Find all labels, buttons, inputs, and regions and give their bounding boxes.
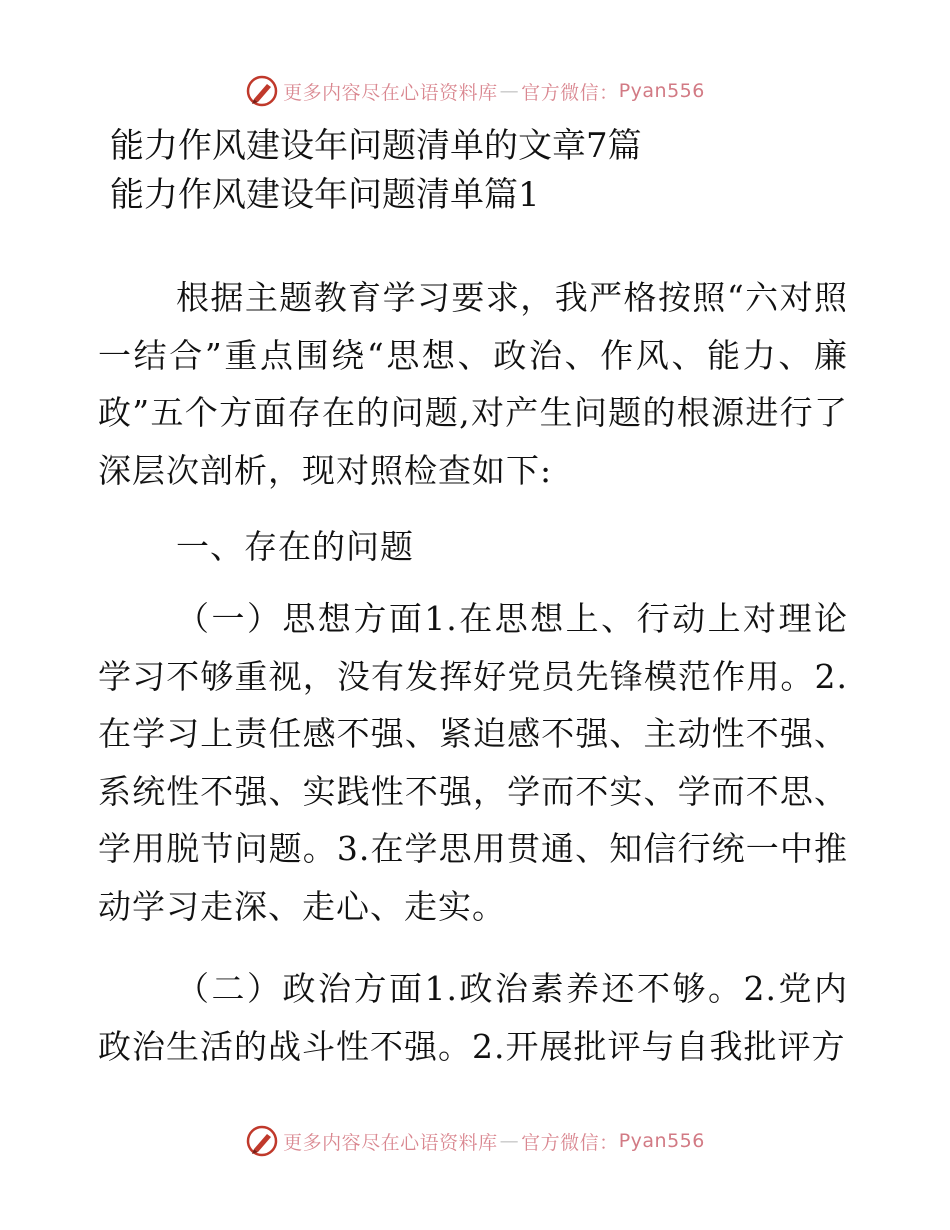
- paragraph-ideology: （一）思想方面1.在思想上、行动上对理论学习不够重视，没有发挥好党员先锋模范作用。2.在学习上责任感不强、紧迫感不强、主动性不强、系统性不强、实践性不强，学而不实、学而不思、学用脱节问题。3.在学思用贯通、知信行统一中推动学习走深、走心、走实。: [98, 599, 848, 926]
- watermark-contact: 官方微信：: [521, 81, 619, 104]
- watermark-separator: —: [499, 80, 520, 102]
- watermark-handle: Pyan556: [618, 80, 705, 102]
- paragraph-heading-problems: 一、存在的问题: [176, 527, 414, 566]
- paragraph-politics: （二）政治方面1.政治素养还不够。2.党内政治生活的战斗性不强。2.开展批评与自我批评方: [98, 969, 848, 1066]
- paragraph-intro: 根据主题教育学习要求，我严格按照“六对照一结合”重点围绕“思想、政治、作风、能力、廉政”五个方面存在的问题,对产生问题的根源进行了深层次剖析，现对照检查如下:: [98, 278, 848, 490]
- section-title: 能力作风建设年问题清单篇1: [110, 175, 540, 215]
- watermark-text: 更多内容尽在心语资料库: [283, 1131, 498, 1154]
- watermark-separator: —: [499, 1130, 520, 1152]
- watermark-footer: [0, 1124, 950, 1158]
- pen-logo-icon: [245, 74, 279, 108]
- watermark-header: [0, 74, 950, 108]
- pen-logo-icon: [245, 1124, 279, 1158]
- watermark-handle: Pyan556: [618, 1130, 705, 1152]
- watermark-contact: 官方微信：: [521, 1131, 619, 1154]
- document-title: 能力作风建设年问题清单的文章7篇: [110, 126, 642, 166]
- watermark-text: 更多内容尽在心语资料库: [283, 81, 498, 104]
